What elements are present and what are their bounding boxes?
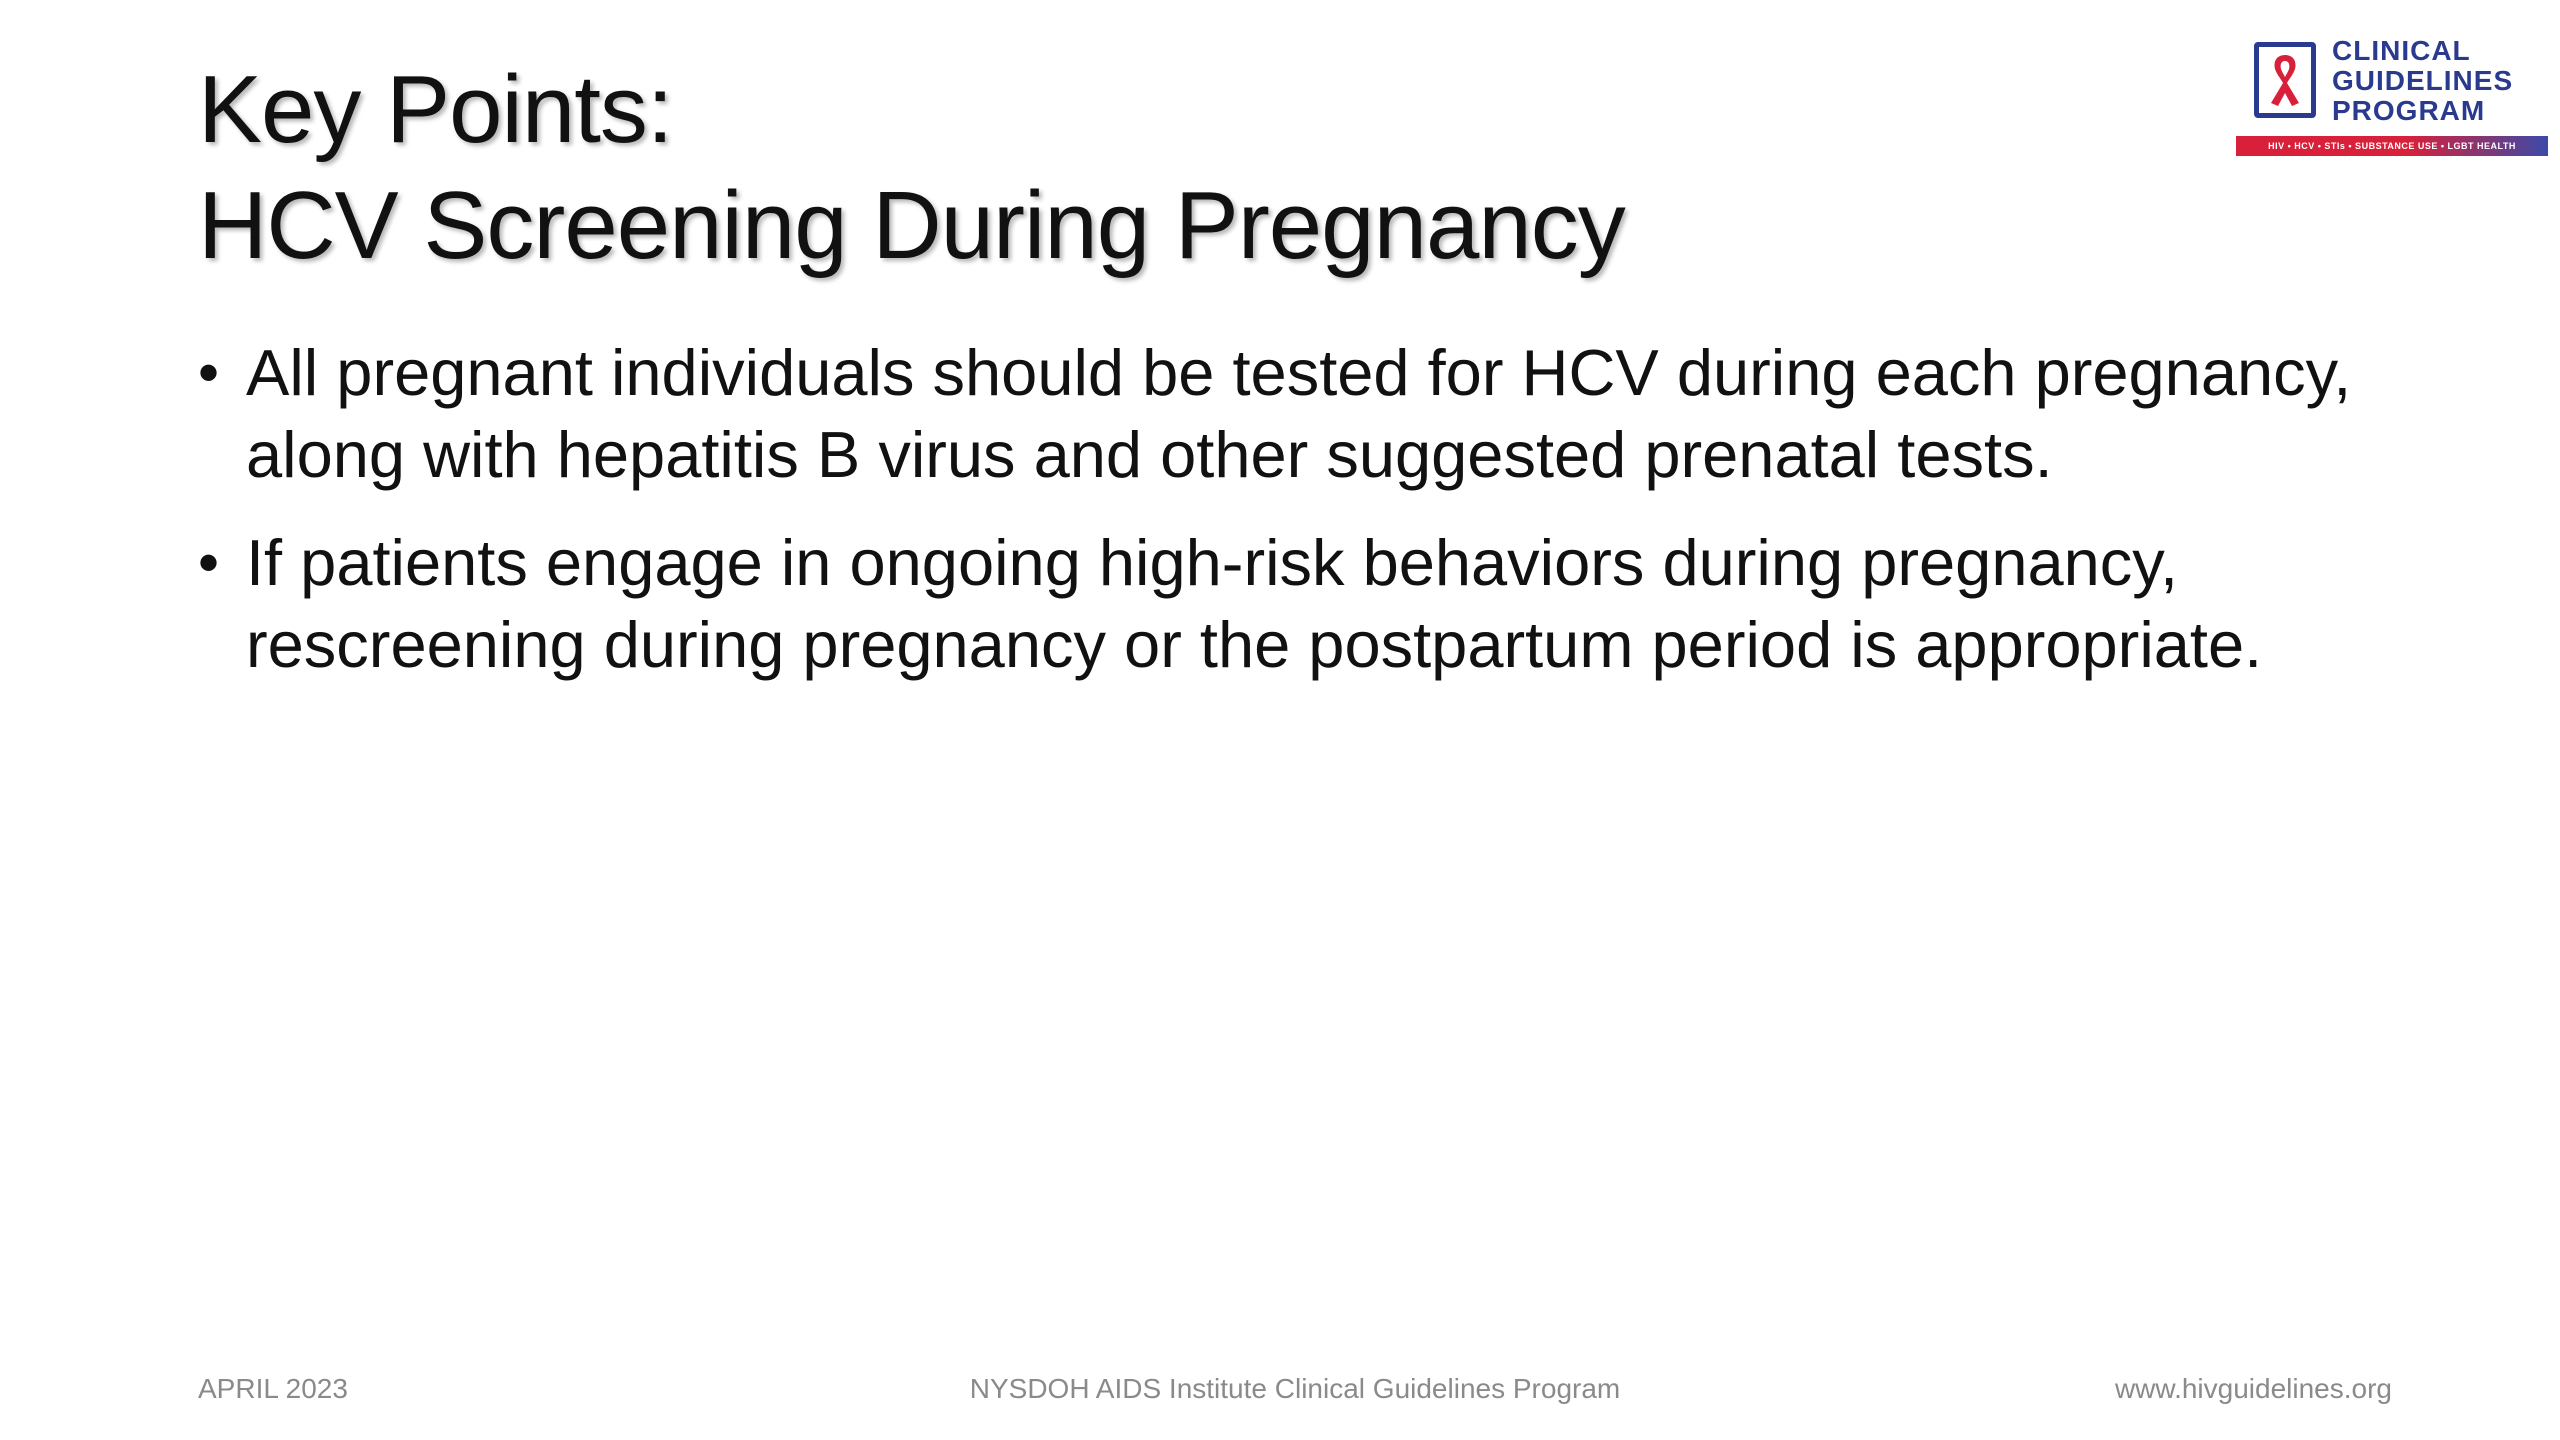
logo-wordmark xyxy=(2332,36,2548,126)
title-line-2: HCV Screening During Pregnancy xyxy=(198,172,1625,279)
clinical-guidelines-logo xyxy=(2236,36,2548,162)
bullet-item xyxy=(198,332,2398,496)
logo-tagline: HIV • HCV • STIs • SUBSTANCE USE • LGBT HEALTH xyxy=(2268,141,2516,151)
bullet-text: If patients engage in ongoing high-risk behaviors during pregnancy, rescreening during pregnancy or the postpartum period is appropriate. xyxy=(246,526,2263,681)
logo-line-1: CLINICAL xyxy=(2332,35,2471,66)
bullet-marker: • xyxy=(198,529,220,596)
logo-badge xyxy=(2254,42,2316,118)
logo-tagline-bar xyxy=(2236,136,2548,156)
bullet-list xyxy=(198,332,2398,712)
bullet-text: All pregnant individuals should be tested for HCV during each pregnancy, along with hepatitis B virus and other suggested prenatal tests. xyxy=(246,336,2352,491)
footer-program: NYSDOH AIDS Institute Clinical Guidelines Program xyxy=(969,1373,1621,1404)
bullet-marker: • xyxy=(198,339,220,406)
title-line-1: Key Points: xyxy=(198,56,673,163)
footer-date: APRIL 2023 xyxy=(198,1373,348,1404)
slide-title xyxy=(198,52,1625,284)
footer-url: www.hivguidelines.org xyxy=(2114,1373,2392,1404)
red-ribbon-icon xyxy=(2263,51,2307,109)
logo-line-2: GUIDELINES xyxy=(2332,65,2514,96)
logo-line-3: PROGRAM xyxy=(2332,95,2486,126)
bullet-item xyxy=(198,522,2398,686)
